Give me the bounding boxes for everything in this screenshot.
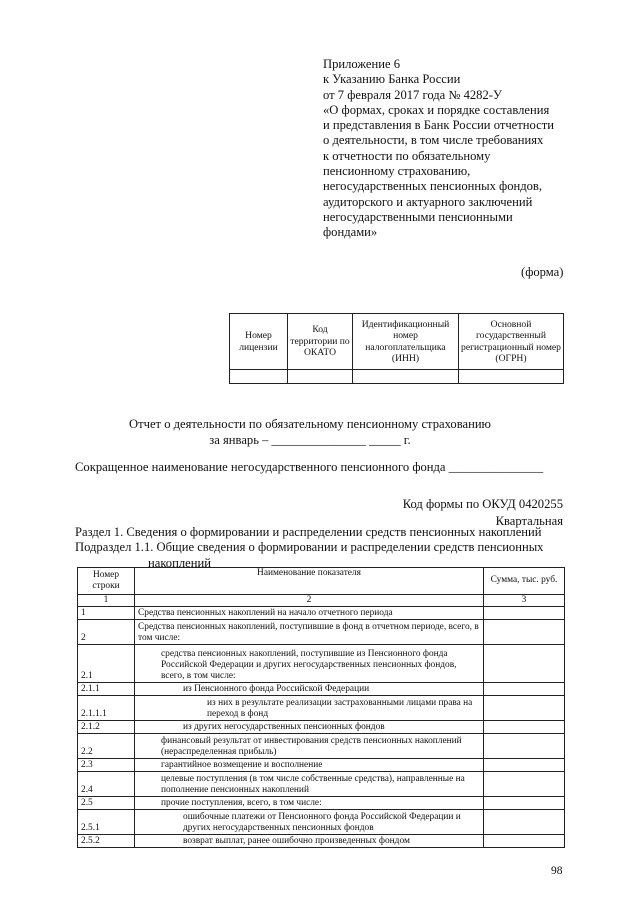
row-number: 1 — [78, 607, 135, 620]
appendix-line: и представления в Банк России отчетности — [323, 118, 554, 133]
row-number: 2.5.1 — [78, 810, 135, 835]
periodicity: Квартальная — [495, 514, 563, 528]
header-amount: Сумма, тыс. руб. — [484, 568, 565, 595]
row-name: возврат выплат, ранее ошибочно произведенных фондом — [135, 835, 484, 848]
row-name: гарантийное возмещение и восполнение — [135, 759, 484, 772]
header-okato-code: Код территории по ОКАТО — [288, 314, 353, 370]
appendix-line: негосударственными пенсионными — [323, 209, 513, 224]
main-table — [77, 567, 565, 848]
amount-cell[interactable] — [484, 607, 565, 620]
header-ogrn: Основной государственный регистрационный номер (ОГРН) — [459, 314, 564, 370]
row-name: Средства пенсионных накоплений на начало отчетного периода — [135, 607, 484, 620]
row-name: целевые поступления (в том числе собственные средства), направленные на пополнение пенсионных накоплений — [135, 772, 484, 797]
table-row — [78, 683, 565, 696]
row-name: из Пенсионного фонда Российской Федерации — [135, 683, 484, 696]
subsection-title-line: Подраздел 1.1. Общие сведения о формировании и распределении средств пенсионных — [75, 540, 544, 554]
form-label: (форма) — [521, 265, 564, 279]
appendix-line: пенсионному страхованию, — [323, 164, 471, 179]
appendix-line: к Указанию Банка России — [323, 72, 461, 87]
row-number: 2.1 — [78, 645, 135, 683]
amount-cell[interactable] — [484, 835, 565, 848]
row-name: из других негосударственных пенсионных фондов — [135, 721, 484, 734]
row-number: 2.4 — [78, 772, 135, 797]
amount-cell[interactable] — [484, 797, 565, 810]
row-name: из них в результате реализации застрахованными лицами права на переход в фонд — [135, 696, 484, 721]
report-title — [60, 416, 560, 448]
appendix-line: «О формах, сроках и порядке составления — [323, 102, 550, 117]
column-number: 1 — [78, 595, 135, 607]
table-row — [78, 607, 565, 620]
row-name: прочие поступления, всего, в том числе: — [135, 797, 484, 810]
subsection-title-line: накоплений — [148, 555, 211, 570]
license-number-cell[interactable] — [230, 370, 288, 384]
row-number: 2.5 — [78, 797, 135, 810]
inn-cell[interactable] — [353, 370, 459, 384]
appendix-line: негосударственных пенсионных фондов, — [323, 179, 543, 194]
appendix-line: фондами» — [323, 225, 378, 240]
okud-code: Код формы по ОКУД 0420255 — [402, 497, 563, 511]
amount-cell[interactable] — [484, 772, 565, 797]
header-inn: Идентификационный номер налогоплательщика (ИНН) — [353, 314, 459, 370]
fund-name-line: Сокращенное наименование негосударственного пенсионного фонда _______________ — [75, 460, 544, 474]
appendix-line: аудиторского и актуарного заключений — [323, 194, 533, 209]
row-number: 2.5.2 — [78, 835, 135, 848]
table-row — [78, 696, 565, 721]
header-row-number: Номер строки — [78, 568, 135, 595]
okato-code-cell[interactable] — [288, 370, 353, 384]
row-name: Средства пенсионных накоплений, поступившие в фонд в отчетном периоде, всего, в том числе: — [135, 620, 484, 645]
appendix-line: к отчетности по обязательному — [323, 148, 491, 163]
header-indicator-name: Наименование показателя — [135, 568, 484, 595]
appendix-line: Приложение 6 — [323, 57, 401, 71]
appendix-line: от 7 февраля 2017 года № 4282-У — [323, 87, 502, 102]
table-row — [78, 810, 565, 835]
amount-cell[interactable] — [484, 721, 565, 734]
page-number: 98 — [551, 865, 563, 877]
amount-cell[interactable] — [484, 696, 565, 721]
row-name: финансовый результат от инвестирования средств пенсионных накоплений (нераспределенная прибыль) — [135, 734, 484, 759]
amount-cell[interactable] — [484, 734, 565, 759]
column-number: 3 — [484, 595, 565, 607]
amount-cell[interactable] — [484, 683, 565, 696]
appendix-header — [323, 57, 583, 241]
table-row — [78, 797, 565, 810]
report-period-line: за январь – _______________ _____ г. — [209, 433, 411, 447]
row-number: 2.2 — [78, 734, 135, 759]
amount-cell[interactable] — [484, 810, 565, 835]
table-row — [78, 645, 565, 683]
amount-cell[interactable] — [484, 759, 565, 772]
row-name: средства пенсионных накоплений, поступившие из Пенсионного фонда Российской Федерации и других негосударственных пенсионных фондов, всего, в том числе: — [135, 645, 484, 683]
section-title: Раздел 1. Сведения о формировании и распределении средств пенсионных накоплений — [75, 525, 542, 539]
table-row — [78, 721, 565, 734]
header-license-number: Номер лицензии — [230, 314, 288, 370]
appendix-line: о деятельности, в том числе требованиях — [323, 133, 544, 148]
table-row — [78, 759, 565, 772]
row-number: 2.3 — [78, 759, 135, 772]
row-number: 2.1.1.1 — [78, 696, 135, 721]
report-title-line: Отчет о деятельности по обязательному пенсионному страхованию — [129, 417, 491, 431]
table-row — [78, 835, 565, 848]
row-number: 2 — [78, 620, 135, 645]
column-number: 2 — [135, 595, 484, 607]
amount-cell[interactable] — [484, 620, 565, 645]
codes-table — [229, 313, 564, 384]
table-row — [78, 772, 565, 797]
table-row — [78, 620, 565, 645]
table-row — [78, 734, 565, 759]
ogrn-cell[interactable] — [459, 370, 564, 384]
row-number: 2.1.2 — [78, 721, 135, 734]
amount-cell[interactable] — [484, 645, 565, 683]
row-name: ошибочные платежи от Пенсионного фонда Российской Федерации и других негосударственных пенсионных фондов — [135, 810, 484, 835]
row-number: 2.1.1 — [78, 683, 135, 696]
